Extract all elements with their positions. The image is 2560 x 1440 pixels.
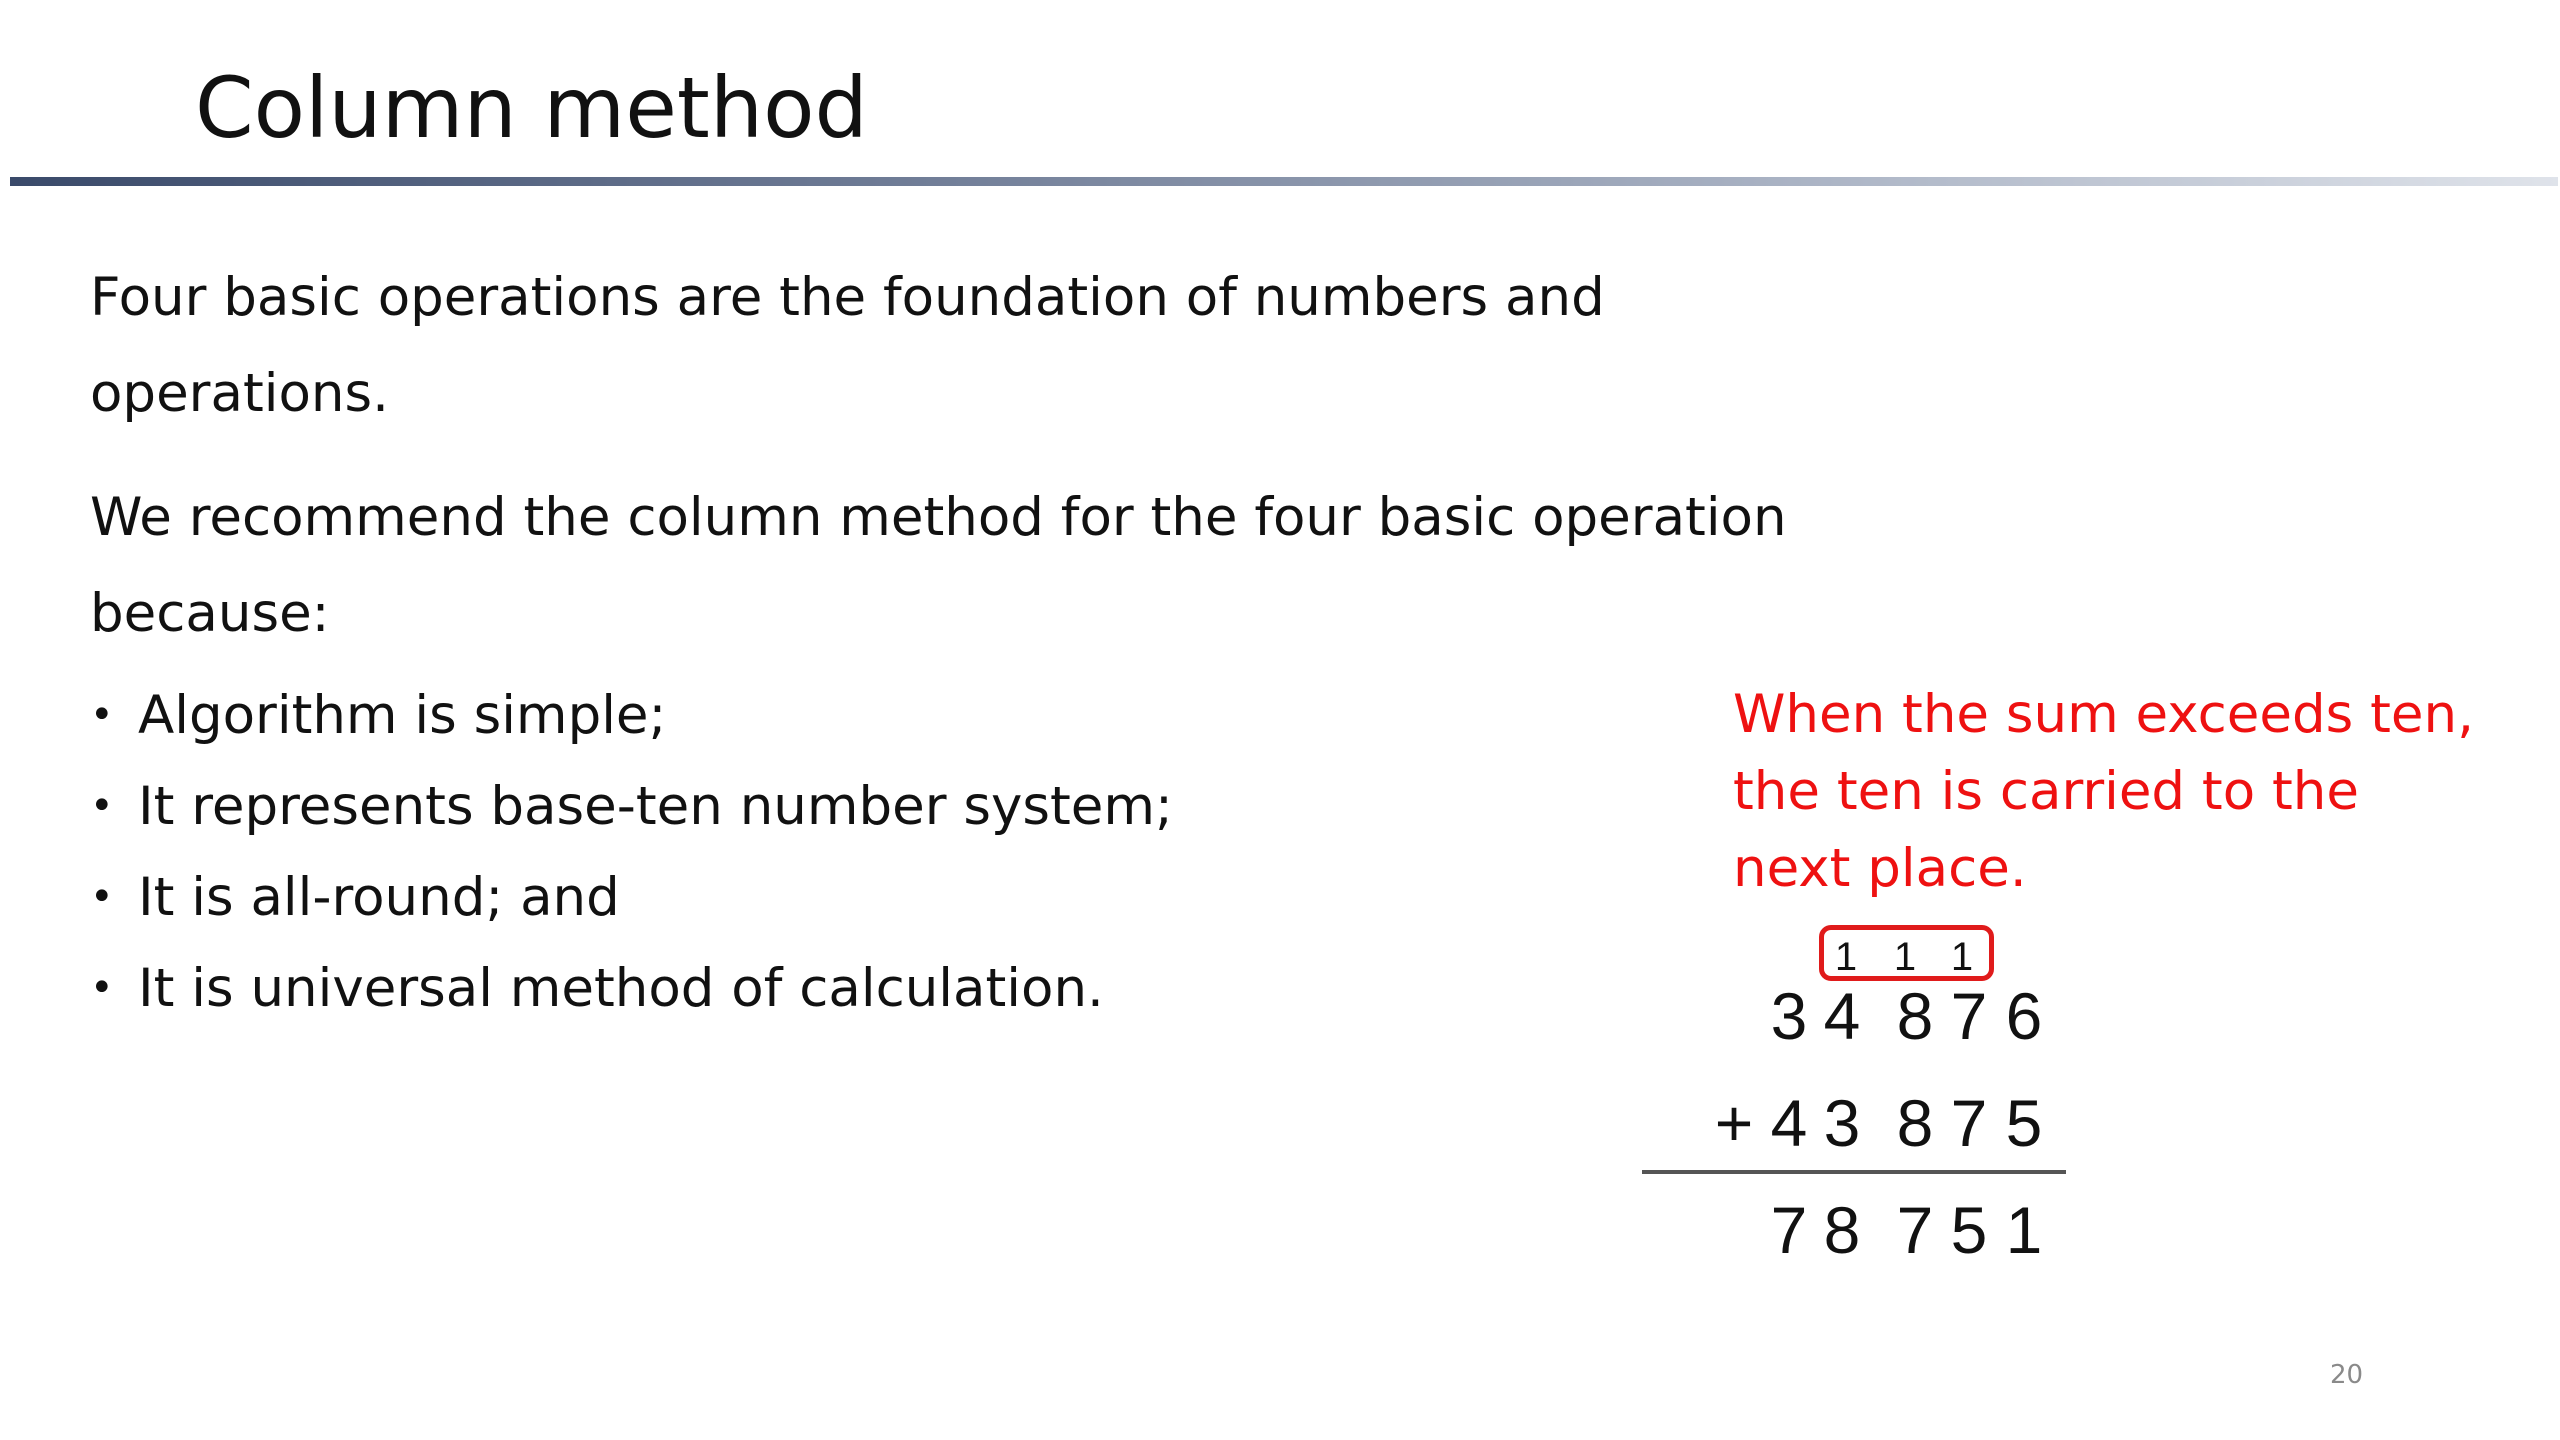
recommendation-paragraph: We recommend the column method for the four basic operation because: — [90, 487, 1787, 644]
addend-2-digit: 5 — [2005, 1086, 2043, 1160]
addend-2-digit: 8 — [1896, 1086, 1934, 1160]
addend-1-digit: 6 — [2005, 979, 2043, 1053]
sum-digit: 7 — [1896, 1193, 1934, 1267]
reason-item: • It represents base-ten number system; — [90, 761, 1173, 852]
intro-paragraph: Four basic operations are the foundation of numbers and operations. — [90, 267, 1605, 424]
reason-item: • It is universal method of calculation. — [90, 943, 1173, 1034]
addend-1-digit: 8 — [1896, 979, 1934, 1053]
addend-1-digit: 7 — [1950, 979, 1988, 1053]
title-underline — [10, 177, 2558, 186]
plus-sign: + — [1714, 1086, 1754, 1160]
sum-digit: 7 — [1770, 1193, 1808, 1267]
addend-2-digit: 4 — [1770, 1086, 1808, 1160]
reason-item: • Algorithm is simple; — [90, 670, 1173, 761]
addend-2-digit: 3 — [1823, 1086, 1861, 1160]
reason-item: • It is all-round; and — [90, 852, 1173, 943]
reasons-list — [90, 670, 1173, 1034]
page-number: 20 — [2330, 1360, 2364, 1390]
sum-digit: 1 — [2005, 1193, 2043, 1267]
sum-line — [1642, 1170, 2066, 1174]
carry-digit: 1 — [1950, 935, 1974, 979]
carry-digit: 1 — [1834, 935, 1858, 979]
sum-digit: 5 — [1950, 1193, 1988, 1267]
column-addition — [1600, 900, 2120, 1280]
carry-explanation-note: When the sum exceeds ten, the ten is carried to the next place. — [1733, 684, 2474, 899]
addend-2-digit: 7 — [1950, 1086, 1988, 1160]
carry-digit: 1 — [1893, 935, 1917, 979]
sum-digit: 8 — [1823, 1193, 1861, 1267]
slide-title: Column method — [195, 59, 868, 157]
addend-1-digit: 3 — [1770, 979, 1808, 1053]
addend-1-digit: 4 — [1823, 979, 1861, 1053]
